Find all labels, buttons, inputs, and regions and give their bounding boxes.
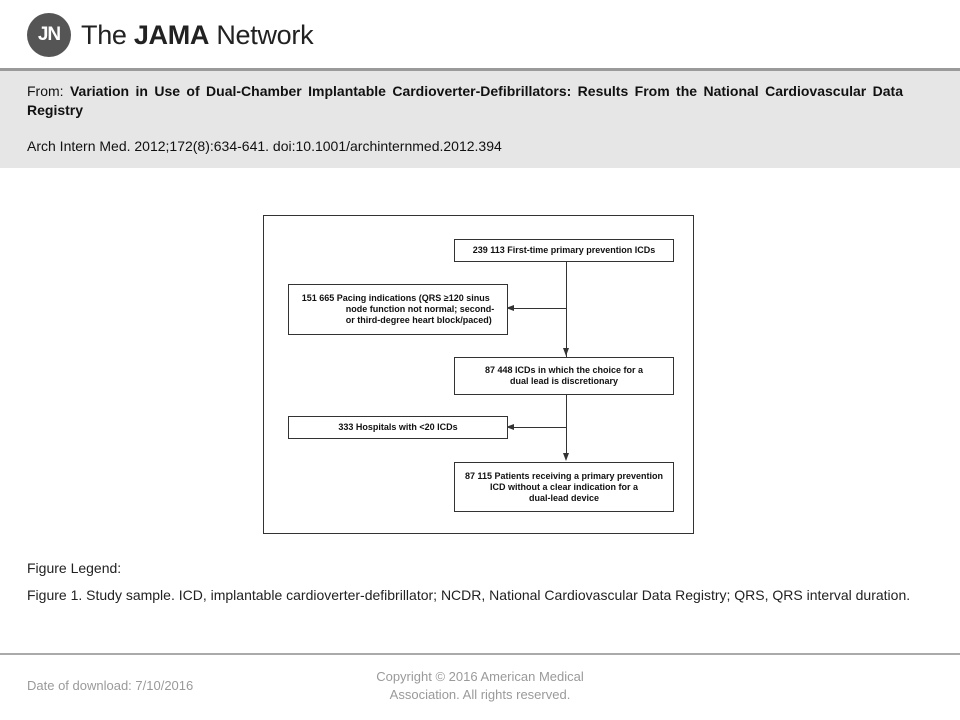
article-info-band <box>0 71 960 168</box>
flow-box-small-hospitals: 333 Hospitals with <20 ICDs <box>288 416 508 439</box>
flow-box-pacing-indications: 151 665 Pacing indications (QRS ≥120 sinus node function not normal; second- or third-degree heart block/paced) <box>288 284 508 335</box>
flow-box-first-time-icds: 239 113 First-time primary prevention ICDs <box>454 239 674 262</box>
arrow-to-box5 <box>563 453 569 461</box>
jama-network-logo <box>27 13 313 57</box>
jn-logo-mark: JN <box>27 13 71 57</box>
article-citation: Arch Intern Med. 2012;172(8):634-641. doi:10.1001/archinternmed.2012.394 <box>27 138 502 154</box>
logo-prefix: The <box>81 19 127 50</box>
flow-box-final-cohort: 87 115 Patients receiving a primary prevention ICD without a clear indication for a dual-lead device <box>454 462 674 512</box>
from-label: From: <box>27 83 64 99</box>
arrow-to-box3 <box>563 348 569 356</box>
copyright-notice: Copyright © 2016 American Medical Association. All rights reserved. <box>376 669 584 702</box>
logo-suffix: Network <box>216 19 314 50</box>
flow-box-discretionary-icds: 87 448 ICDs in which the choice for a dual lead is discretionary <box>454 357 674 395</box>
logo-wordmark <box>81 20 313 51</box>
figure-legend-label: Figure Legend: <box>27 560 122 576</box>
article-title: Variation in Use of Dual-Chamber Implantable Cardioverter-Defibrillators: Results From the National Cardiovascular Data Registry <box>27 83 903 118</box>
study-sample-figure <box>263 215 694 534</box>
figure-legend-text: Figure 1. Study sample. ICD, implantable cardioverter-defibrillator; NCDR, National Cardiovascular Data Registry; QRS, QRS interval duration. <box>27 587 911 603</box>
footer-rule <box>0 653 960 655</box>
article-from-line <box>27 82 903 120</box>
download-date: Date of download: 7/10/2016 <box>27 678 194 693</box>
logo-brand: JAMA <box>133 19 210 50</box>
